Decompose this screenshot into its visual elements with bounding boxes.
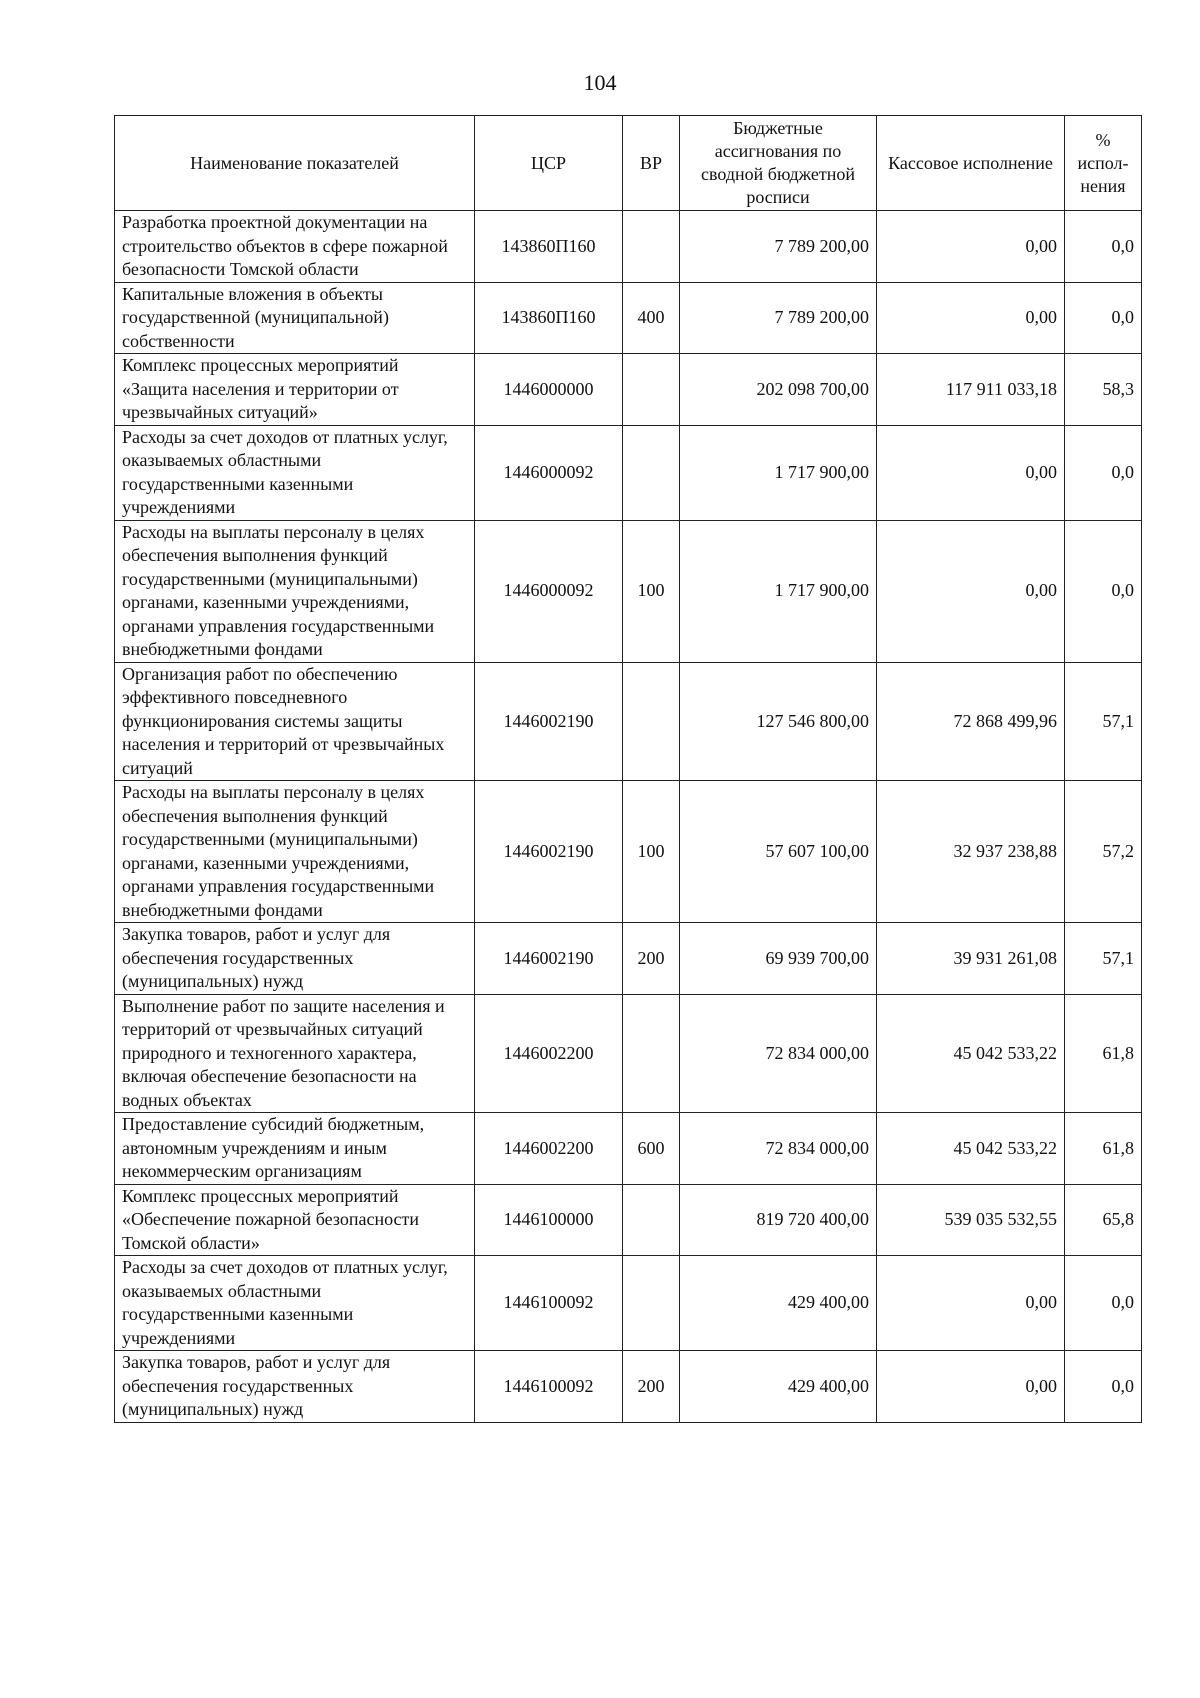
cell-cash: 0,00 (877, 211, 1065, 283)
table-header (115, 116, 1142, 211)
header-cash: Кассовое исполнение (877, 116, 1065, 211)
page-number: 104 (583, 70, 617, 95)
cell-name: Закупка товаров, работ и услуг для обеспечения государственных (муниципальных) нужд (115, 923, 475, 995)
header-budget: Бюджетные ассигнования по сводной бюджетной росписи (680, 116, 877, 211)
cell-budget: 1 717 900,00 (680, 425, 877, 520)
cell-budget: 7 789 200,00 (680, 282, 877, 354)
cell-vr: 100 (623, 520, 680, 662)
cell-name: Расходы за счет доходов от платных услуг, оказываемых областными государственными казенными учреждениями (115, 1256, 475, 1351)
cell-vr (623, 1184, 680, 1256)
cell-vr: 100 (623, 781, 680, 923)
cell-cash: 72 868 499,96 (877, 662, 1065, 781)
cell-csr: 1446100000 (475, 1184, 623, 1256)
cell-cash: 117 911 033,18 (877, 354, 1065, 426)
cell-percent: 57,1 (1065, 923, 1142, 995)
cell-percent: 0,0 (1065, 425, 1142, 520)
cell-cash: 45 042 533,22 (877, 994, 1065, 1113)
cell-csr: 1446002190 (475, 662, 623, 781)
cell-budget: 127 546 800,00 (680, 662, 877, 781)
cell-csr: 1446002190 (475, 781, 623, 923)
table-row (115, 211, 1142, 283)
cell-budget: 72 834 000,00 (680, 1113, 877, 1185)
cell-percent: 57,2 (1065, 781, 1142, 923)
cell-percent: 61,8 (1065, 994, 1142, 1113)
cell-vr (623, 1256, 680, 1351)
table-row (115, 994, 1142, 1113)
table-row (115, 1184, 1142, 1256)
cell-vr (623, 662, 680, 781)
table-row (115, 781, 1142, 923)
cell-vr (623, 994, 680, 1113)
cell-cash: 0,00 (877, 520, 1065, 662)
cell-budget: 202 098 700,00 (680, 354, 877, 426)
cell-budget: 72 834 000,00 (680, 994, 877, 1113)
cell-cash: 0,00 (877, 1351, 1065, 1423)
cell-budget: 1 717 900,00 (680, 520, 877, 662)
table-row (115, 1113, 1142, 1185)
cell-name: Расходы за счет доходов от платных услуг, оказываемых областными государственными казенными учреждениями (115, 425, 475, 520)
cell-name: Разработка проектной документации на строительство объектов в сфере пожарной безопасности Томской области (115, 211, 475, 283)
cell-name: Расходы на выплаты персоналу в целях обеспечения выполнения функций государственными (муниципальными) органами, казенными учреждениями, органами управления государственными внебюджетными фондами (115, 520, 475, 662)
table-row (115, 662, 1142, 781)
header-name: Наименование показателей (115, 116, 475, 211)
cell-vr (623, 354, 680, 426)
cell-budget: 819 720 400,00 (680, 1184, 877, 1256)
cell-vr (623, 425, 680, 520)
cell-name: Расходы на выплаты персоналу в целях обеспечения выполнения функций государственными (муниципальными) органами, казенными учреждениями, органами управления государственными внебюджетными фондами (115, 781, 475, 923)
cell-vr: 400 (623, 282, 680, 354)
header-vr: ВР (623, 116, 680, 211)
cell-percent: 0,0 (1065, 1351, 1142, 1423)
cell-cash: 539 035 532,55 (877, 1184, 1065, 1256)
cell-budget: 57 607 100,00 (680, 781, 877, 923)
cell-name: Организация работ по обеспечению эффективного повседневного функционирования системы защиты населения и территорий от чрезвычайных ситуаций (115, 662, 475, 781)
cell-budget: 7 789 200,00 (680, 211, 877, 283)
cell-csr: 1446100092 (475, 1256, 623, 1351)
cell-name: Предоставление субсидий бюджетным, автономным учреждениям и иным некоммерческим организациям (115, 1113, 475, 1185)
table-row (115, 1351, 1142, 1423)
table-row (115, 282, 1142, 354)
cell-percent: 0,0 (1065, 282, 1142, 354)
cell-cash: 0,00 (877, 1256, 1065, 1351)
cell-csr: 1446000092 (475, 520, 623, 662)
cell-cash: 39 931 261,08 (877, 923, 1065, 995)
cell-percent: 65,8 (1065, 1184, 1142, 1256)
table-row (115, 1256, 1142, 1351)
cell-percent: 0,0 (1065, 211, 1142, 283)
cell-csr: 1446100092 (475, 1351, 623, 1423)
cell-csr: 143860П160 (475, 211, 623, 283)
cell-name: Комплекс процессных мероприятий «Обеспечение пожарной безопасности Томской области» (115, 1184, 475, 1256)
cell-name: Выполнение работ по защите населения и территорий от чрезвычайных ситуаций природного и техногенного характера, включая обеспечение безопасности на водных объектах (115, 994, 475, 1113)
cell-percent: 57,1 (1065, 662, 1142, 781)
header-percent: % испол-нения (1065, 116, 1142, 211)
table-row (115, 354, 1142, 426)
table-row (115, 923, 1142, 995)
cell-cash: 0,00 (877, 425, 1065, 520)
header-row (115, 116, 1142, 211)
cell-name: Комплекс процессных мероприятий «Защита населения и территории от чрезвычайных ситуаций» (115, 354, 475, 426)
cell-percent: 58,3 (1065, 354, 1142, 426)
cell-name: Капитальные вложения в объекты государственной (муниципальной) собственности (115, 282, 475, 354)
cell-cash: 45 042 533,22 (877, 1113, 1065, 1185)
cell-vr: 200 (623, 1351, 680, 1423)
cell-vr: 600 (623, 1113, 680, 1185)
cell-budget: 429 400,00 (680, 1256, 877, 1351)
table-row (115, 425, 1142, 520)
cell-csr: 143860П160 (475, 282, 623, 354)
cell-csr: 1446000000 (475, 354, 623, 426)
cell-vr (623, 211, 680, 283)
cell-percent: 61,8 (1065, 1113, 1142, 1185)
table-row (115, 520, 1142, 662)
cell-budget: 69 939 700,00 (680, 923, 877, 995)
cell-cash: 32 937 238,88 (877, 781, 1065, 923)
cell-percent: 0,0 (1065, 1256, 1142, 1351)
cell-csr: 1446000092 (475, 425, 623, 520)
cell-vr: 200 (623, 923, 680, 995)
cell-csr: 1446002190 (475, 923, 623, 995)
header-csr: ЦСР (475, 116, 623, 211)
cell-percent: 0,0 (1065, 520, 1142, 662)
cell-name: Закупка товаров, работ и услуг для обеспечения государственных (муниципальных) нужд (115, 1351, 475, 1423)
cell-budget: 429 400,00 (680, 1351, 877, 1423)
cell-csr: 1446002200 (475, 994, 623, 1113)
table-body (115, 211, 1142, 1423)
cell-cash: 0,00 (877, 282, 1065, 354)
cell-csr: 1446002200 (475, 1113, 623, 1185)
budget-table (114, 115, 1142, 1423)
